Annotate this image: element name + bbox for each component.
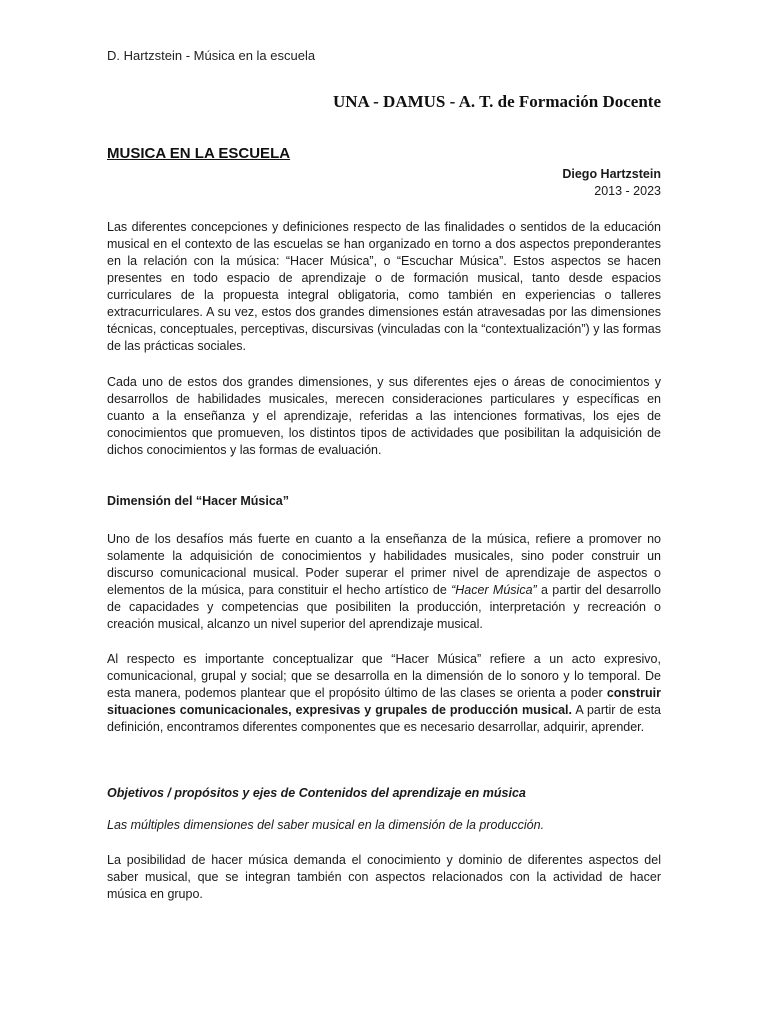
paragraph-respecto-part1: Al respecto es importante conceptualizar que “Hacer Música” refiere a un acto expresivo, comunicacional, grupal y social; que se desarrolla en la dimensión de lo sonoro y lo temporal. De esta manera, podemos plantear que el propósito último de las clases se orienta a poder <box>107 652 661 700</box>
emphasis-construir: construir situaciones comunicacionales, expresivas y grupales de producción musical. <box>107 686 661 717</box>
paragraph-posibilidad: La posibilidad de hacer música demanda el conocimiento y dominio de diferentes aspectos del saber musical, que se integran también con aspectos relacionados con la actividad de hacer música en grupo. <box>107 853 661 901</box>
section-heading-objetivos: Objetivos / propósitos y ejes de Contenidos del aprendizaje en música <box>107 786 526 800</box>
emphasis-hacer-musica: “Hacer Música” <box>451 583 537 597</box>
author-block <box>562 166 661 200</box>
document-years: 2013 - 2023 <box>594 184 661 198</box>
document-title: MUSICA EN LA ESCUELA <box>107 145 291 162</box>
paragraph-respecto <box>107 651 661 736</box>
institution-heading: UNA - DAMUS - A. T. de Formación Docente <box>333 92 661 111</box>
paragraph-desafios <box>107 531 661 633</box>
subheading-multiples-dimensiones: Las múltiples dimensiones del saber musical en la dimensión de la producción. <box>107 818 545 832</box>
running-header: D. Hartzstein - Música en la escuela <box>107 48 316 63</box>
author-name: Diego Hartzstein <box>562 167 661 181</box>
paragraph-desafios-part1: Uno de los desafíos más fuerte en cuanto a la enseñanza de la música, refiere a promover no solamente la adquisición de conocimientos y habilidades musicales, sino poder construir un discurso comunicacional musical. Poder superar el primer nivel de aprendizaje de aspectos o elementos de la música, para constituir el hecho artístico de <box>107 532 661 597</box>
paragraph-desafios-part2: a partir del desarrollo de capacidades y competencias que posibiliten la producción, interpretación y recreación o creación musical, alcanzo un nivel superior del aprendizaje musical. <box>107 583 661 631</box>
section-heading-hacer-musica: Dimensión del “Hacer Música” <box>107 494 290 508</box>
paragraph-dimensions: Cada uno de estos dos grandes dimensiones, y sus diferentes ejes o áreas de conocimientos y desarrollos de habilidades musicales, merecen consideraciones particulares y específicas en cuanto a la enseñanza y el aprendizaje, referidas a las intenciones formativas, los ejes de conocimientos que promueven, los distintos tipos de actividades que posibilitan la adquisición de dichos conocimientos y las formas de evaluación. <box>107 375 661 457</box>
paragraph-respecto-part2: A partir de esta definición, encontramos diferentes componentes que es necesario desarrollar, adquirir, aprender. <box>107 703 661 734</box>
paragraph-intro: Las diferentes concepciones y definiciones respecto de las finalidades o sentidos de la educación musical en el contexto de las escuelas se han organizado en torno a dos aspectos preponderantes en la relación con la música: “Hacer Música”, o “Escuchar Música”. Estos aspectos se hacen presentes en todo espacio de aprendizaje o de formación musical, tanto desde espacios curriculares de la propuesta integral obligatoria, como también en experiencias o talleres extracurriculares. A su vez, estos dos grandes dimensiones están atravesadas por las dimensiones técnicas, conceptuales, perceptivas, discursivas (vinculadas con la “contextualización”) y las formas de las prácticas sociales. <box>107 220 661 353</box>
